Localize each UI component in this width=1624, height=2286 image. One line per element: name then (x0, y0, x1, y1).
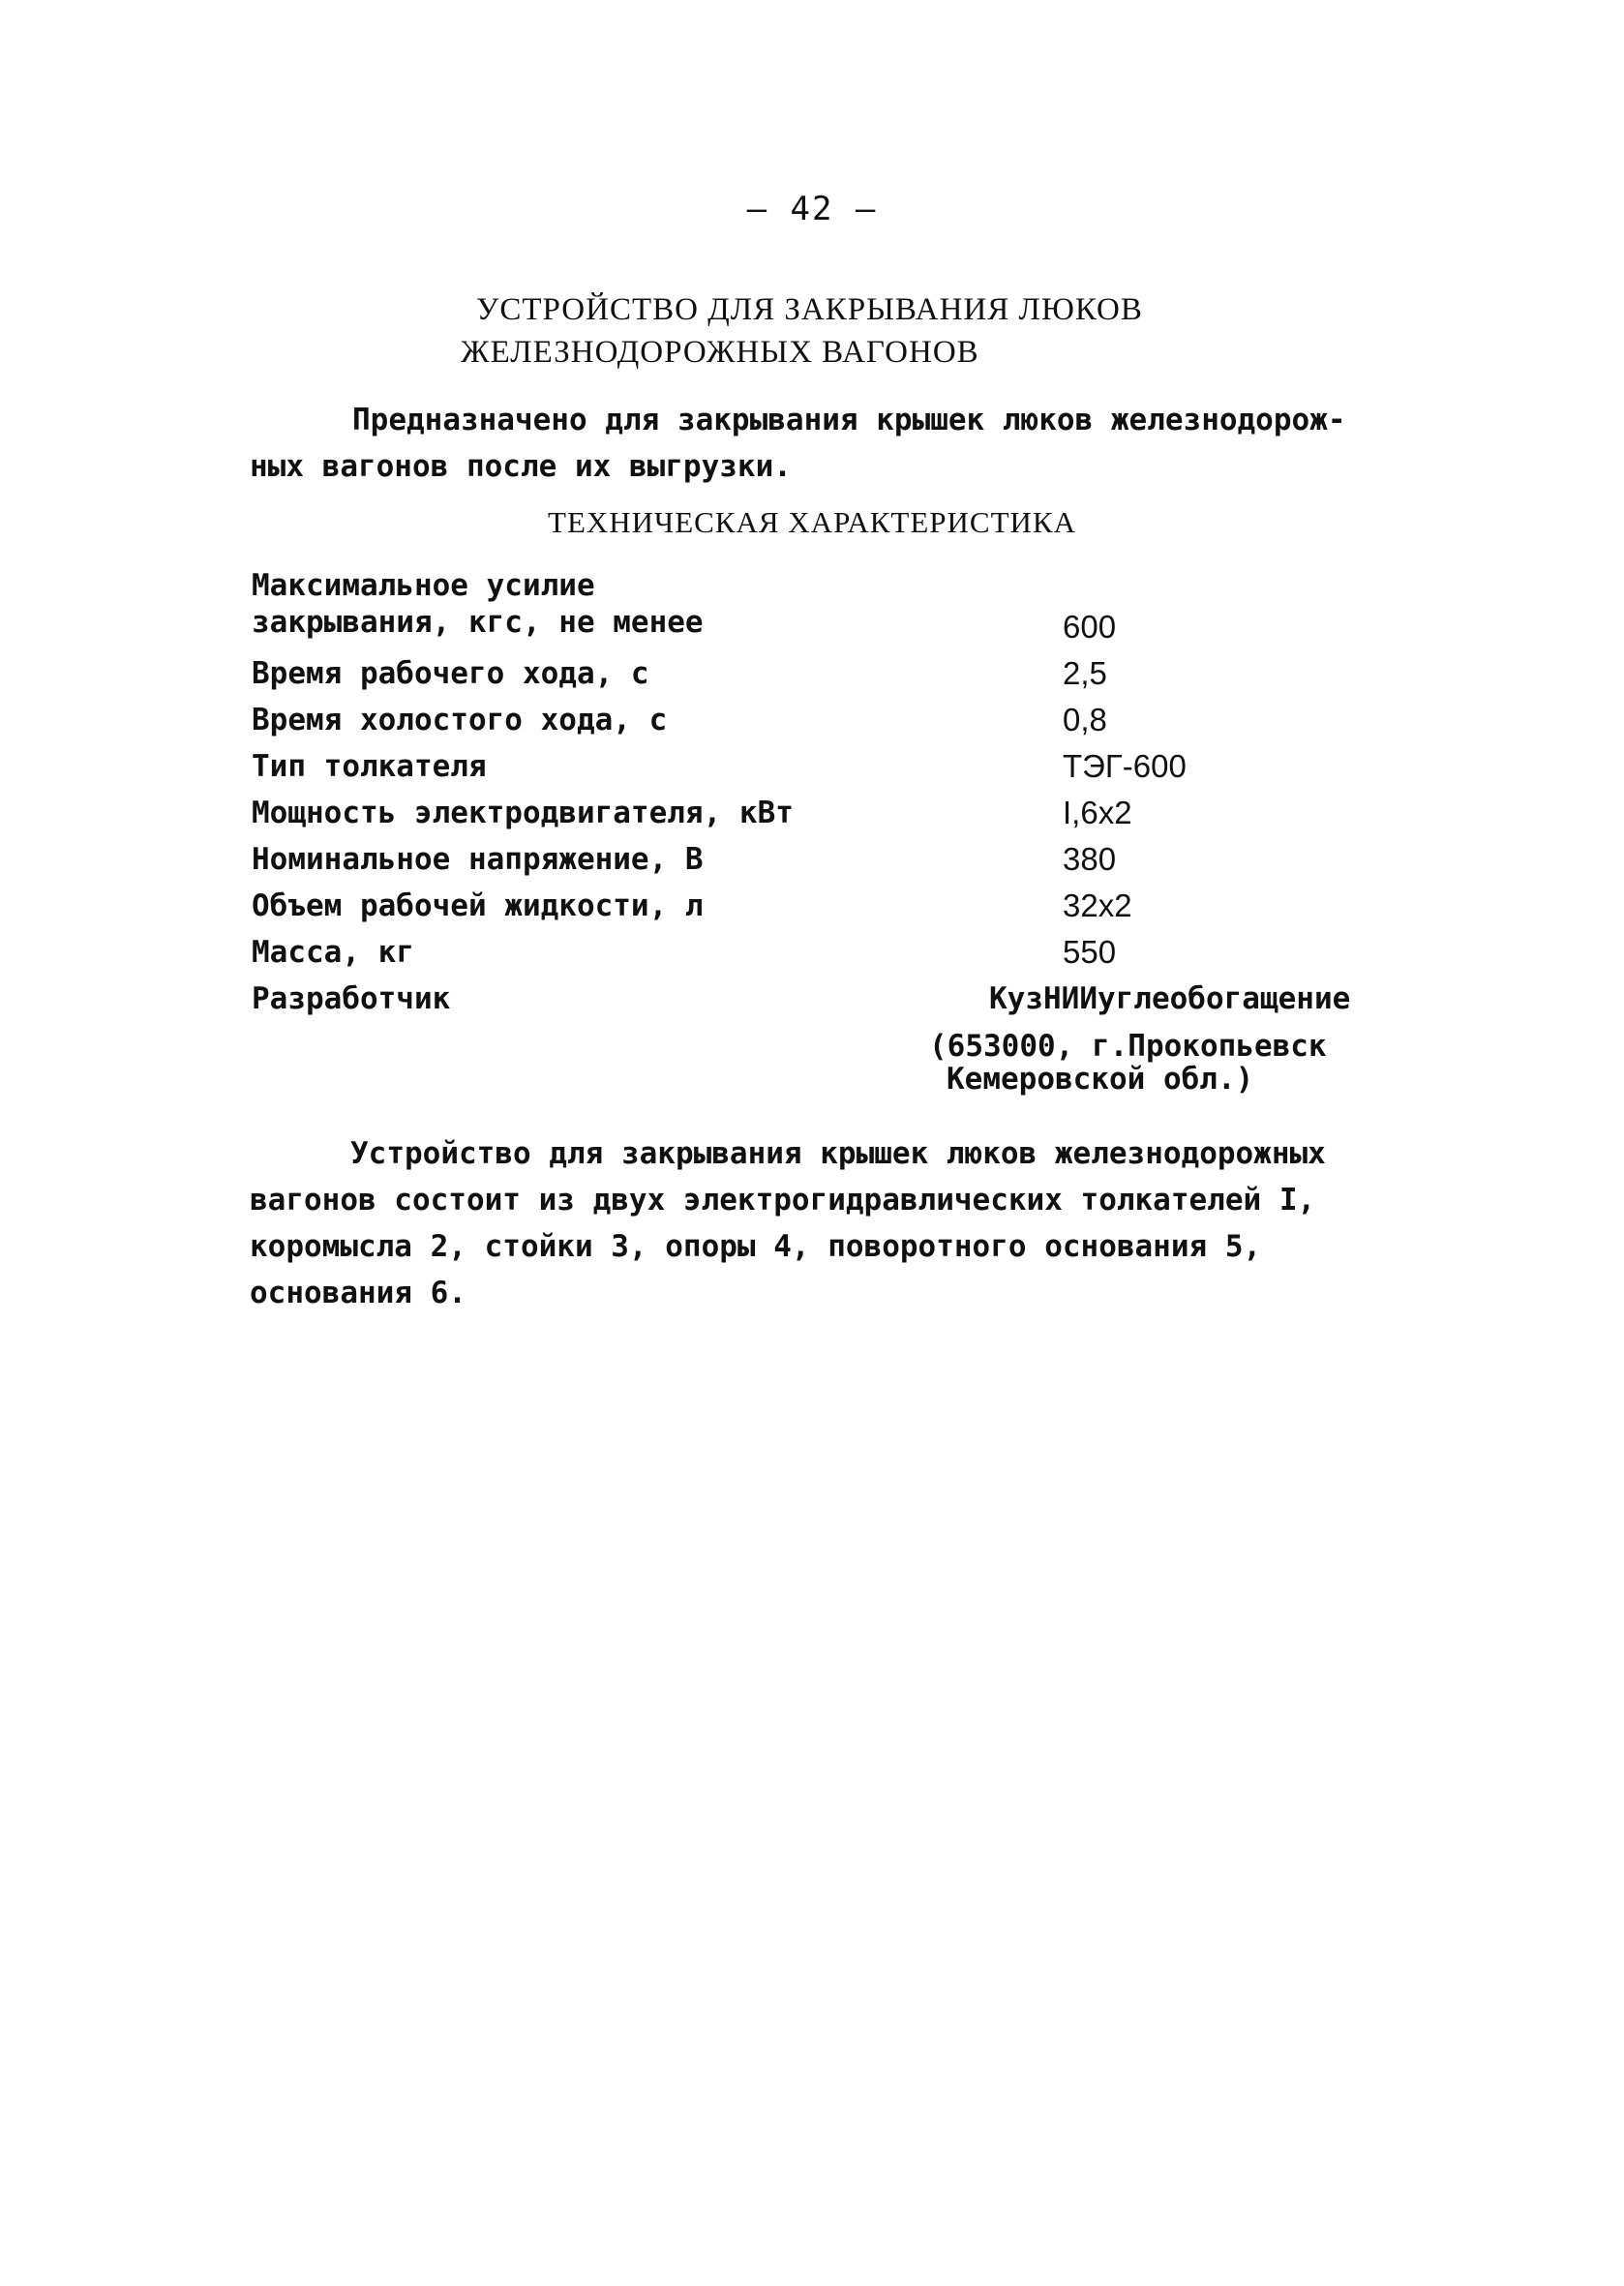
spec-label-line-2: закрывания, кгс, не менее (252, 605, 704, 640)
spec-label: Время рабочего хода, с (252, 656, 649, 691)
spec-row (252, 790, 1413, 836)
spec-label: Номинальное напряжение, В (252, 842, 704, 877)
spec-label: Время холостого хода, с (252, 703, 668, 737)
spec-label (252, 567, 1413, 641)
section-title: ТЕХНИЧЕСКАЯ ХАРАКТЕРИСТИКА (548, 505, 1076, 539)
description-line-4: основания 6. (250, 1276, 466, 1310)
intro-paragraph (250, 397, 1430, 490)
spec-label: Объем рабочей жидкости, л (252, 888, 704, 923)
spec-value: 600 (1063, 609, 1117, 645)
developer-address (929, 1030, 1327, 1096)
page-number: – 42 – (746, 190, 878, 228)
title-line-2: ЖЕЛЕЗНОДОРОЖНЫХ ВАГОНОВ (461, 335, 979, 370)
developer-address-line-1: (653000, г.Прокопьевск (929, 1029, 1327, 1064)
spec-value: ТЭГ-600 (1063, 748, 1187, 784)
spec-row (252, 650, 1413, 697)
spec-row (252, 836, 1413, 883)
developer-address-line-2: Кемеровской обл.) (947, 1062, 1254, 1097)
spec-value: 32x2 (1063, 887, 1132, 923)
developer-label: Разработчик (252, 981, 451, 1016)
spec-value: 380 (1063, 841, 1117, 877)
intro-line-2: ных вагонов после их выгрузки. (250, 449, 792, 484)
spec-row (252, 743, 1413, 790)
spec-label-line-1: Максимальное усилие (252, 568, 595, 603)
title-line-1: УСТРОЙСТВО ДЛЯ ЗАКРЫВАНИЯ ЛЮКОВ (476, 292, 1143, 327)
description-paragraph (250, 1130, 1450, 1316)
spec-table (252, 567, 1413, 1022)
spec-label: Мощность электродвигателя, кВт (252, 796, 794, 830)
spec-row (252, 697, 1413, 743)
spec-value: 2,5 (1063, 655, 1107, 691)
spec-row (252, 929, 1413, 976)
spec-row (252, 567, 1413, 650)
description-line-1: Устройство для закрывания крышек люков железнодорожных (350, 1136, 1326, 1171)
developer-name: КузНИИуглеобогащение (989, 981, 1351, 1016)
spec-label: Тип толкателя (252, 749, 487, 784)
document-title (461, 288, 1143, 374)
spec-value: 550 (1063, 934, 1117, 970)
spec-label: Масса, кг (252, 935, 414, 970)
spec-value: I,6x2 (1063, 795, 1132, 830)
description-line-2: вагонов состоит из двух электрогидравлических толкателей I, (250, 1183, 1316, 1218)
description-line-3: коромысла 2, стойки 3, опоры 4, поворотного основания 5, (250, 1229, 1262, 1264)
developer-row (252, 976, 1413, 1022)
spec-value: 0,8 (1063, 702, 1107, 737)
spec-row (252, 883, 1413, 929)
intro-line-1: Предназначено для закрывания крышек люков железнодорож- (352, 403, 1346, 437)
